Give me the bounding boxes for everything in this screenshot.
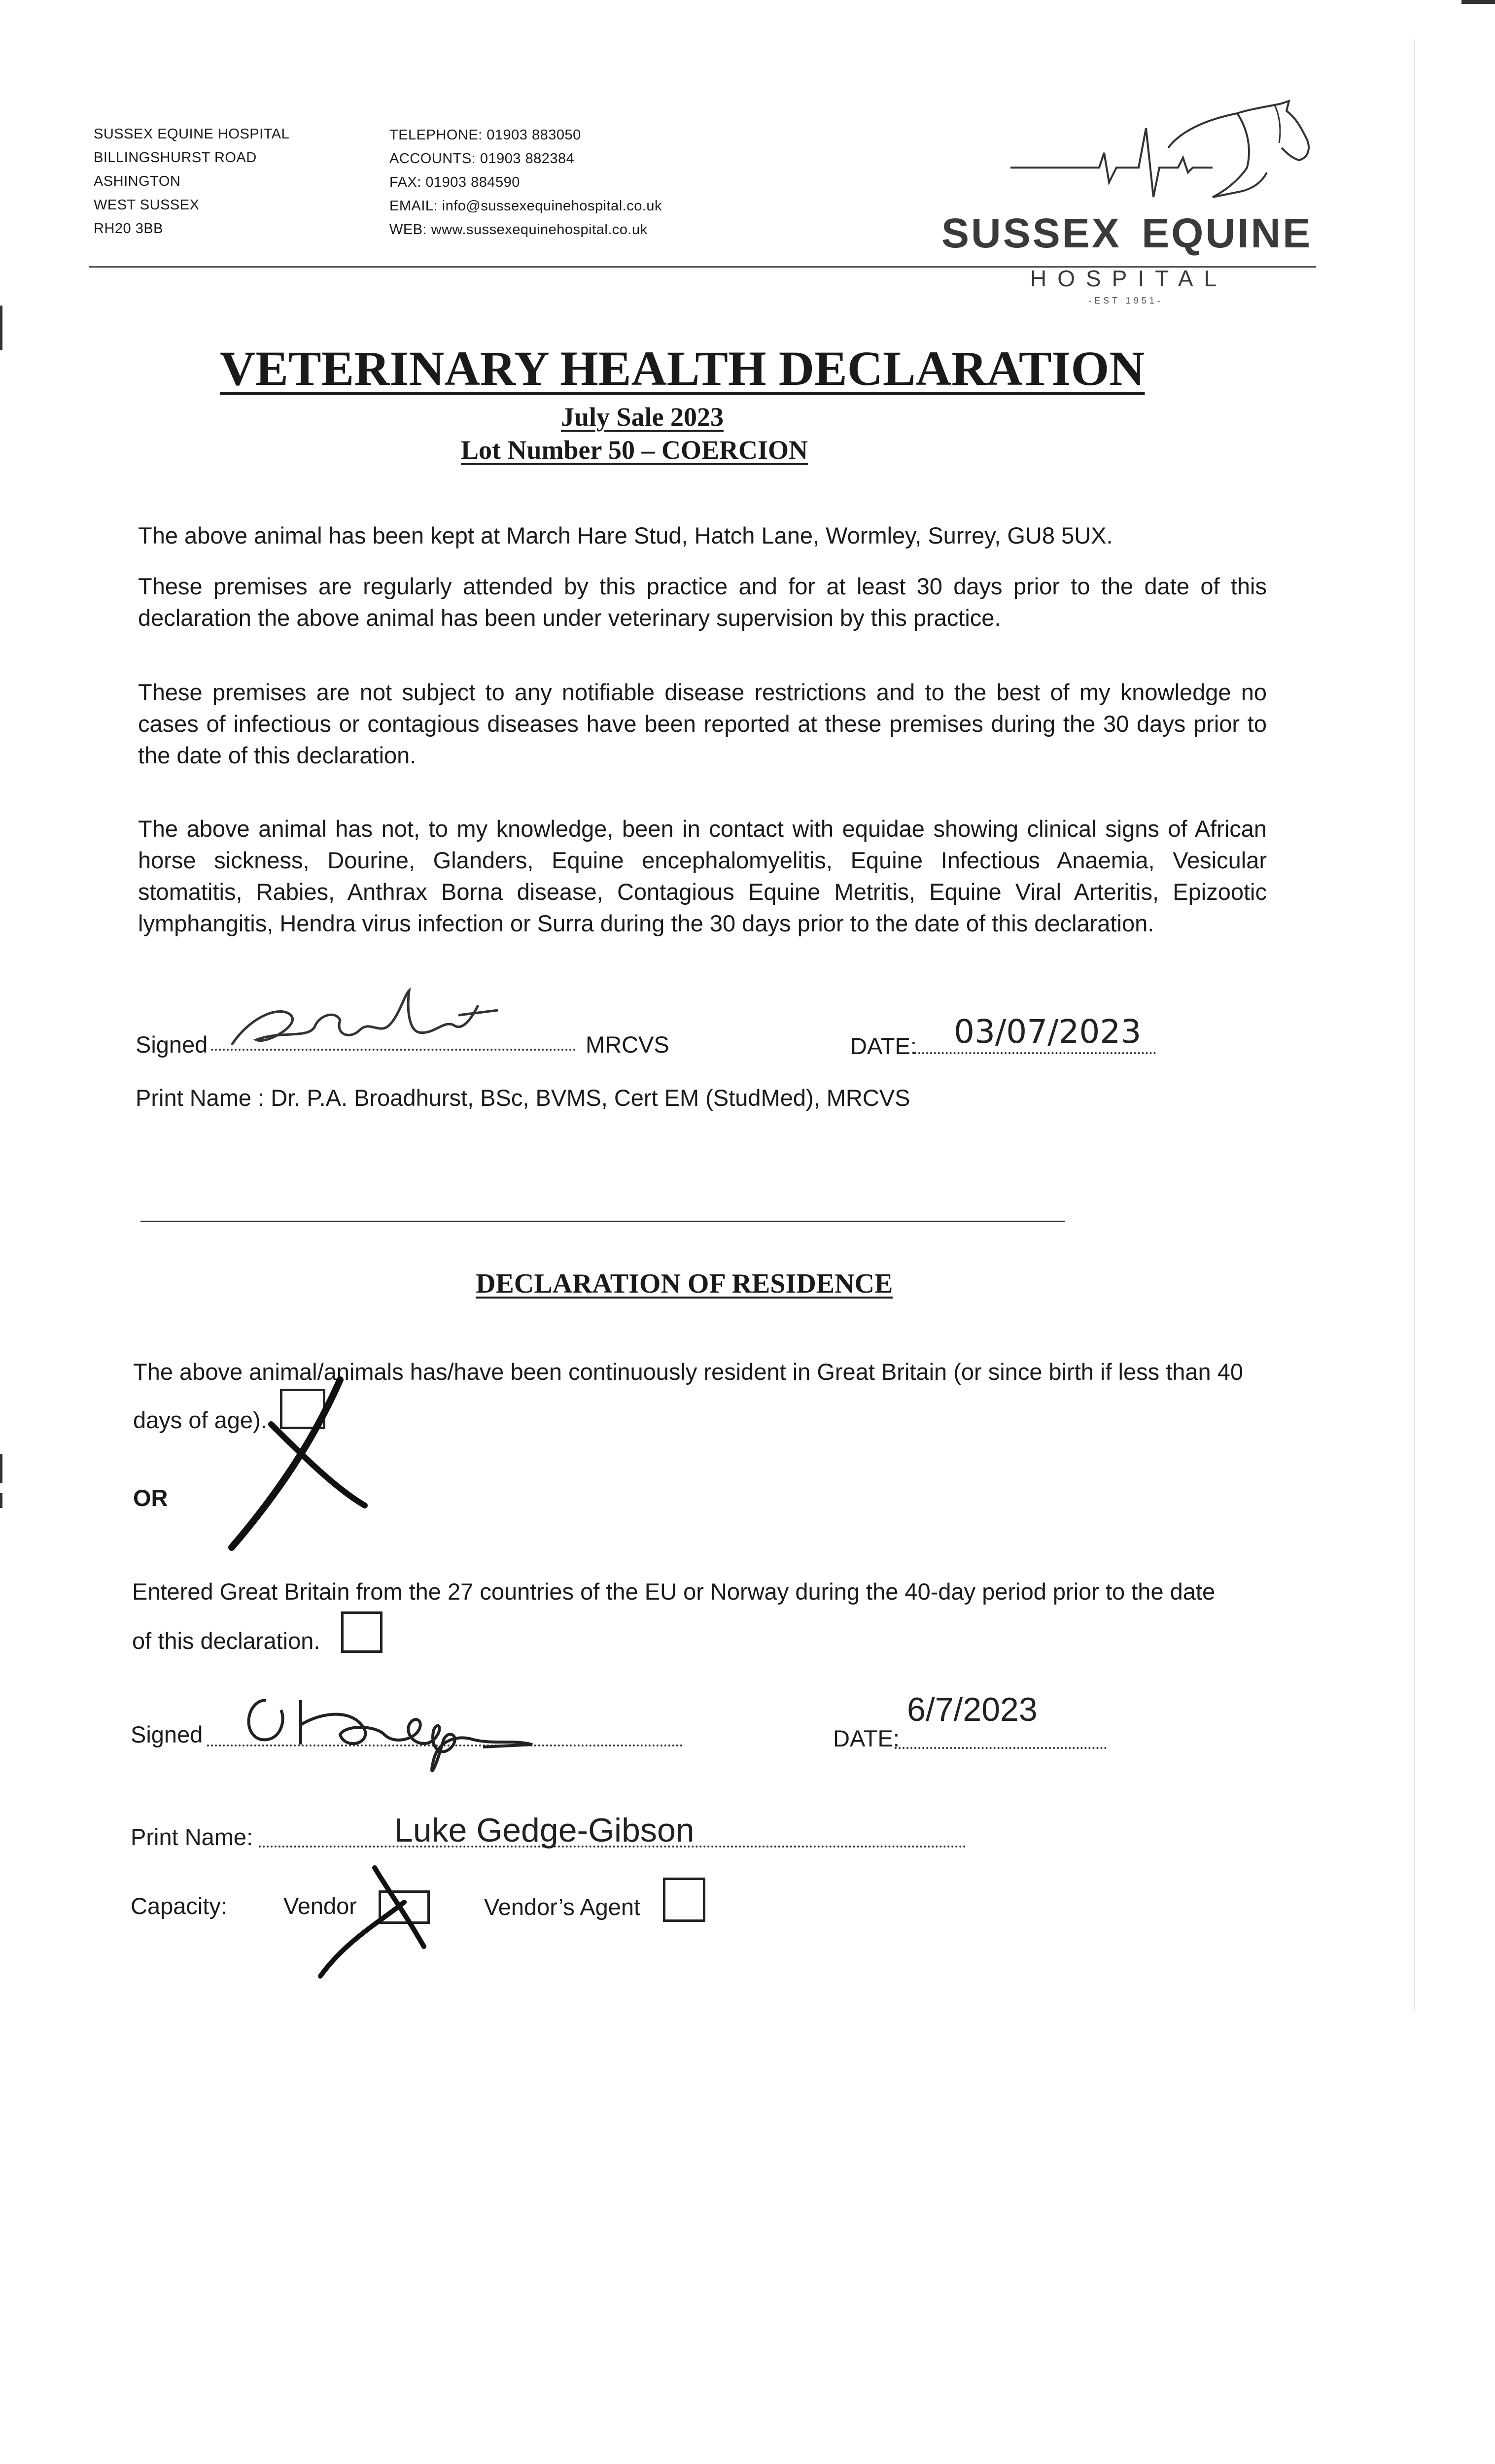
scan-edge-mark — [0, 1493, 2, 1508]
contact-line: EMAIL: info@sussexequinehospital.co.uk — [389, 198, 662, 214]
logo-established: -EST 1951- — [1088, 296, 1163, 306]
sale-title: July Sale 2023 — [561, 402, 724, 432]
vet-date-value: 03/07/2023 — [954, 1013, 1142, 1051]
contact-line: TELEPHONE: 01903 883050 — [389, 127, 581, 143]
owner-date-value: 6/7/2023 — [907, 1691, 1038, 1728]
address-line: SUSSEX EQUINE HOSPITAL — [94, 126, 290, 142]
lot-title: Lot Number 50 – COERCION — [461, 435, 808, 465]
address-line: BILLINGSHURST ROAD — [94, 150, 257, 166]
resident-cross-mark-icon — [217, 1370, 380, 1557]
contact-line: ACCOUNTS: 01903 882384 — [389, 151, 575, 167]
vet-date-line — [914, 1052, 1156, 1054]
scan-edge-mark — [1414, 39, 1415, 2011]
or-label: OR — [133, 1485, 168, 1511]
logo-wordmark — [941, 209, 1312, 257]
paragraph-restrictions: These premises are not subject to any notifiable disease restrictions and to the best of my knowledge no cases of infectious or contagious diseases have been reported at these premises during the 30 days prior to the date of this declaration. — [138, 679, 1267, 768]
residence-option1-line1: The above animal/animals has/have been continuously resident in Great Britain (or since birth if less than 40 — [133, 1359, 1244, 1385]
paragraph-contact: The above animal has not, to my knowledge, been in contact with equidae showing clinical signs of African horse sickness, Dourine, Glanders, Equine encephalomyelitis, Equine Infectious Anaemia, Vesicular stomatitis, Rabies, Anthrax Borna disease, Contagious Equine Metritis, Equine Viral Arteritis, Epizootic lymphangitis, Hendra virus infection or Surra during the 30 days prior to the date of this declaration. — [138, 816, 1267, 936]
scan-edge-mark — [1461, 0, 1495, 4]
owner-signed-label: Signed — [131, 1721, 203, 1747]
contact-line: WEB: www.sussexequinehospital.co.uk — [389, 222, 648, 238]
owner-print-name-value: Luke Gedge-Gibson — [394, 1812, 695, 1849]
logo-word-sussex: SUSSEX — [941, 210, 1121, 256]
vendors-agent-checkbox[interactable] — [663, 1878, 705, 1922]
contact-line: FAX: 01903 884590 — [389, 174, 520, 190]
vendor-cross-mark-icon — [306, 1858, 434, 1986]
vet-signature-image — [222, 986, 498, 1060]
residence-heading: DECLARATION OF RESIDENCE — [476, 1268, 893, 1299]
vendors-agent-label: Vendor’s Agent — [484, 1894, 641, 1920]
residence-option2-line2: of this declaration. — [132, 1628, 320, 1654]
capacity-label: Capacity: — [131, 1893, 227, 1919]
hospital-address — [94, 122, 289, 240]
vendor-label: Vendor — [283, 1893, 357, 1919]
scan-edge-mark — [0, 1454, 2, 1483]
page-title: VETERINARY HEALTH DECLARATION — [220, 341, 1145, 396]
vet-signed-label: Signed — [136, 1031, 208, 1058]
owner-signature-image — [227, 1680, 562, 1779]
logo-word-equine: EQUINE — [1142, 210, 1313, 256]
owner-date-label: DATE: — [833, 1725, 900, 1751]
scan-edge-mark — [0, 306, 2, 350]
horse-heartbeat-logo-icon — [1006, 99, 1321, 217]
logo-subtitle: HOSPITAL — [1030, 266, 1228, 291]
paragraph-premises: The above animal has been kept at March Hare Stud, Hatch Lane, Wormley, Surrey, GU8 5UX. — [138, 522, 1113, 548]
hospital-contacts — [389, 123, 662, 241]
residence-option1-line2: days of age). — [133, 1407, 267, 1433]
address-line: RH20 3BB — [94, 221, 164, 237]
vet-suffix: MRCVS — [586, 1031, 669, 1058]
paragraph-supervision: These premises are regularly attended by this practice and for at least 30 days prior to the date of this declaration the above animal has been under veterinary supervision by this practice. — [138, 573, 1267, 631]
address-line: ASHINGTON — [94, 173, 181, 189]
residence-option2-line1: Entered Great Britain from the 27 countries of the EU or Norway during the 40-day period prior to the date — [132, 1578, 1216, 1605]
section-divider — [140, 1221, 1065, 1222]
vet-date-label: DATE: — [850, 1033, 917, 1059]
eu-entry-checkbox[interactable] — [341, 1611, 382, 1653]
address-line: WEST SUSSEX — [94, 197, 200, 213]
vet-print-name: Print Name : Dr. P.A. Broadhurst, BSc, BVMS, Cert EM (StudMed), MRCVS — [136, 1085, 910, 1111]
owner-print-name-label: Print Name: — [131, 1824, 253, 1850]
owner-date-line — [895, 1747, 1107, 1749]
